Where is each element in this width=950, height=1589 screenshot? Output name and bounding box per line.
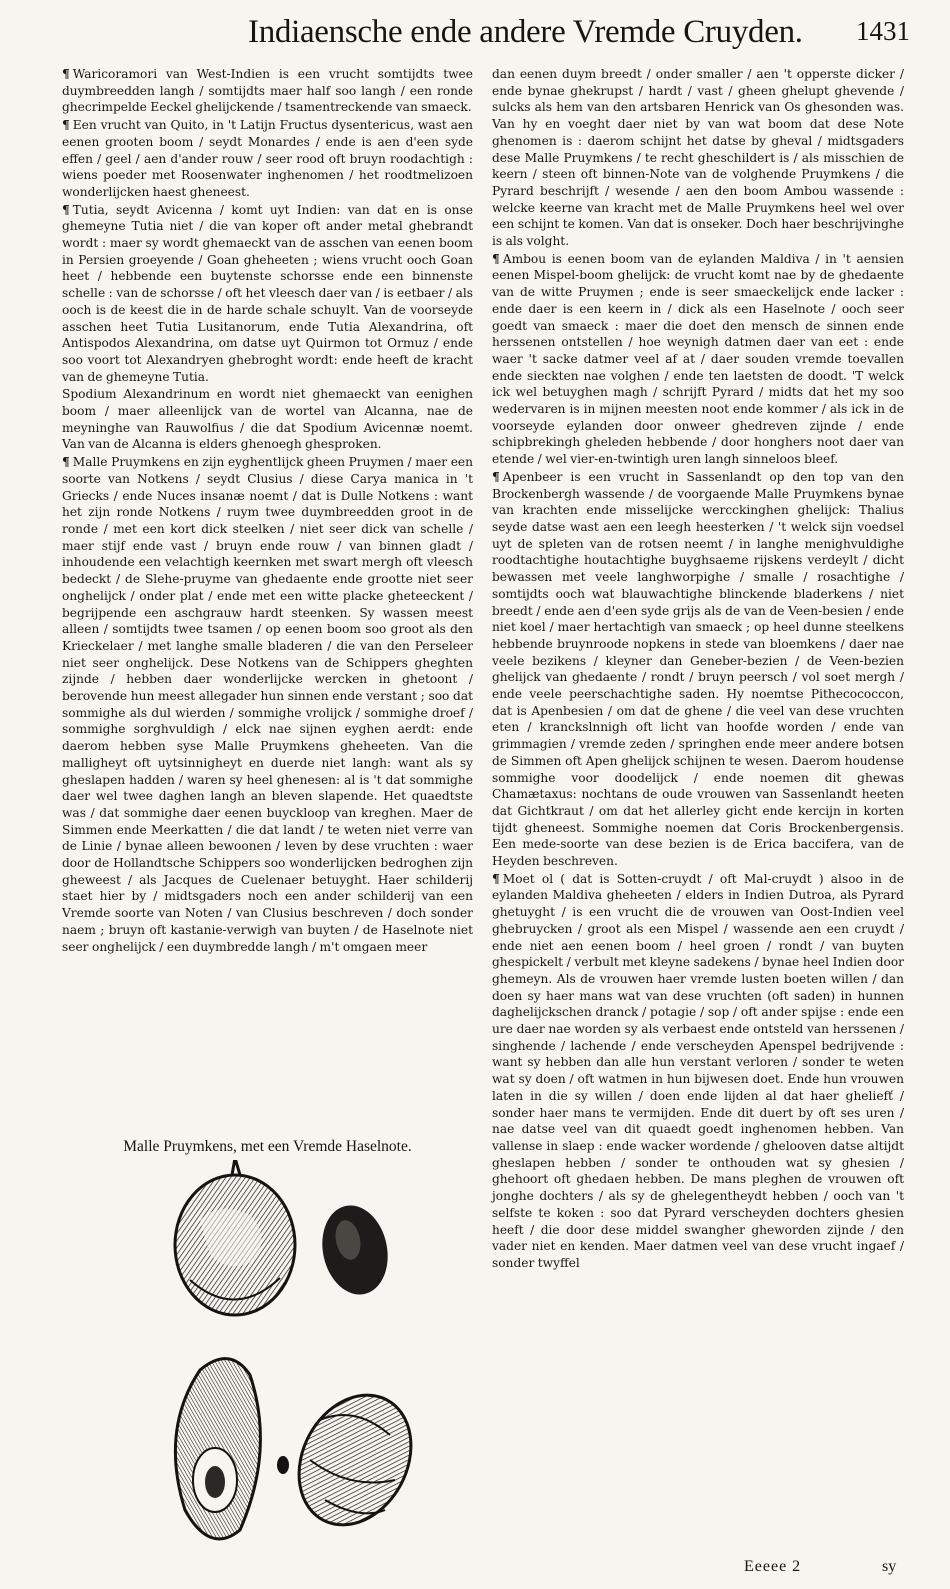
pilcrow-icon: ¶: [62, 67, 70, 81]
paragraph-strange-hazelnut: dan eenen duym breedt / onder smaller / aen 't opperste dicker / ende bynae ghekrupst / hardt / vast / gheen ghelupt ghevende / sulcks als hem van den artsbaren Henrick van Os ghesonden was. Van hy en voeght daer niet by van wat boom dat dese Note ghenomen is : daerom schijnt het datse by gheval / midtsgaders dese Malle Pruymkens / te recht gheschildert is / als misschien de keern / steen oft binnen-Note van de volghende Pruymkens / die Pyrard beschrijft / wesende / aen den boom Ambou wassende : welcke keerne van kracht met de Malle Pruymkens heel wel over een schijnt te komen. Van dat is onseker. Doch haer beschrijvinghe is als volght.: [492, 67, 904, 249]
malle-pruymkens-woodcut: [140, 1160, 440, 1580]
page-header: [0, 14, 950, 62]
left-column: [62, 66, 473, 956]
running-head: Indiaensche ende andere Vremde Cruyden.: [248, 14, 803, 50]
paragraph-quito-fruit: ¶ Een vrucht van Quito, in 't Latijn Fructus dysentericus, wast aen eenen grooten boom / seydt Monardes / ende is aen d'een syde effen / geel / aen d'ander rouw / seer rood oft bruyn roodachtigh : wiens poeder met Roosenwater inghenomen / het roodtmelizoen wonderlijcken haest gheneest.: [62, 118, 473, 199]
figure-caption: Malle Pruymkens, met een Vremde Haselnote.: [123, 1138, 412, 1155]
pilcrow-icon: ¶: [62, 455, 70, 470]
pilcrow-icon: ¶: [62, 202, 70, 217]
paragraph-apenbeer: ¶ Apenbeer is een vrucht in Sassenlandt op den top van den Brockenbergh wassende / de voorgaende Malle Pruymkens bynae van krachten ende misselijcke wercckinghen ghelijck: Thalius seyde datse wast aen een leegh heesterken / 't welck sijn voedsel uyt de spleten van de rotsen neemt / in langhe menighvuldighe roodtachtighe houtachtighe buyghsaeme rijskens verdeylt / dicht bewassen met veele langhworpighe / smalle / rosachtighe / somtijdts ooch wat blauwachtighe blinckende bladerkens / niet breedt / ende aen d'een syde grijs als de van de Veen-besien / ende niet koel / maer hertachtigh van smaeck ; op heel dunne steelkens hebbende bruynroode nopkens in stede van bloemkens / daer nae veele bezikens / kleyner dan Geneber-bezien / de Veen-bezien ghelijck van ghedaente / rondt / bruyn peersch / vol soet mergh / ende veele peerschachtighe saden. Hy noemtse Pithecococcon, dat is Apenbesien / om dat de ghene / die veel van dese vruchten eten / kranckslnnigh oft licht van hoofde worden / ende van grimmagien / vremde zeden / springhen ende meer andere botsen de Simmen oft Apen ghelijck schijnen te wesen. Daerom houdense sommighe voor doodelijck / ende noemen dit ghewas Chamætaxus: nochtans de oude vrouwen van Sassenlandt heeten dat Gichtkraut / om dat het allerley gicht ende kercijn in korten tijdt gheneest. Sommighe noemen dat Coris Brockenbergensis. Een mede-soorte van dese bezien is de Erica baccifera, van de Heyden beschreven.: [492, 469, 904, 869]
paragraph-moet-ol: ¶ Moet ol ( dat is Sotten-cruydt / oft Mal-cruydt ) alsoo in de eylanden Maldiva gheheeten / elders in Indien Dutroa, als Pyrard ghetuyght / is een vrucht die de vrouwen van Oost-Indien veel ghebruycken / groot als een Mispel / wassende aen een cruydt / ende niet aen eenen boom / heel groen / rondt / van buyten ghespickelt / verbult met kleyne sadekens / bynae heel Indien door ghemeyn. Als de vrouwen haer vremde lusten boeten willen / dan doen sy haer mans wat van dese vruchten (oft saden) in hunnen daghelijckschen dranck / potagie / sop / oft ander spijse : ende een ure daer nae worden sy als verbaest ende ontsteld van herssenen / singhende / lachende / ende verscheyden Apenspel bedrijvende : want sy hebben dan alle hun verstant verloren / sonder te weten wat sy doen / oft watmen in hun bijwesen doet. Ende hun vrouwen laten in die sy willen / doen ende lijden al dat haer gheliefť / sonder haer mans te vermijden. Ende dit duert by oft ses uren / nae datse veel van dit quaedt goedt inghenomen hebben. Van vallense in slaep : ende wacker wordende / ghelooven datse altijdt gheslapen hebben / sonder te onthouden wat sy ghesien / ghehoort oft ghedaen hebben. De mans pleghen de vrouwen oft jonghe dochters / als sy de ghelegentheydt hebben / ooch van 't selfste te koken : soo dat Pyrard verscheyden dochters ghesien heeft / die door dese middel swangher gheworden zijnde / den vader niet en kenden. Maer datmen veel van dese vrucht ingaef / sonder twyffel: [492, 871, 904, 1270]
page-number: 1431: [856, 16, 910, 46]
round-nut-drawing: [175, 1160, 295, 1315]
right-column: [492, 66, 904, 1273]
catchword: sy: [882, 1558, 897, 1575]
pilcrow-icon: ¶: [492, 469, 500, 484]
strange-hazelnut-drawing: [277, 1376, 433, 1545]
seed-dot-drawing: [277, 1456, 289, 1474]
open-shell-drawing: [175, 1359, 260, 1539]
pilcrow-icon: ¶: [492, 251, 500, 266]
woodcut-illustration: [140, 1160, 440, 1580]
dark-kernel-drawing: [314, 1199, 395, 1300]
pilcrow-icon: ¶: [62, 118, 70, 133]
pilcrow-icon: ¶: [492, 871, 500, 886]
paragraph-malle-pruymkens: ¶ Malle Pruymkens en zijn eyghentlijck gheen Pruymen / maer een soorte van Notkens / seydt Clusius / diese Carya manica in 't Griecks / ende Nuces insanæ noemt / dat is Dulle Notkens : want het zijn ronde Notkens / ruym twee duymbreedden groot in de ronde / met een kort dick steelken / niet seer dick van schelle / maer stijf ende vast / bruyn ende rouw / van binnen gladt / inhoudende een velachtigh keernken met swart mergh oft vleesch bedeckt / de Slehe-pruyme van ghedaente ende grootte niet seer onghelijck / onder plat / ende met een witte placke gheteeckent / begrijpende een aschgrauw hardt steenken. Sy wassen meest alleen / somtijdts twee tsamen / op eenen boom soo groot als den Krieckelaer / met langhe smalle bladeren / die van den Perseleer niet seer onghelijck. Dese Notkens van de Schippers gheghten zijnde / hebben daer wonderlijcke wercken in ghetoont / berovende hun meest allegader hun sinnen ende verstant ; soo dat sommighe als dul wierden / sommighe vrolijck / sommighe droef / sommighe sorghvuldigh / elck nae sijnen eyghen aerdt: ende daerom hebben syse Malle Pruymkens gheheeten. Van die malligheyt oft uytsinnigheyt en duerde niet langh: want als sy gheslapen hadden / waren sy heel ghenesen: al is 't dat sommighe daer wel twee daghen langh an bleven slapende. Het quaedtste was / dat sommighe daer eenen buyckloop van kreghen. Maer de Simmen ende Meerkatten / die dat landt / te weten niet verre van de Linie / bynae alleen bewoonen / leven by dese vruchten : waer door de Hollandtsche Schippers soo wonderlijcken bedroghen zijn gheweest / als Jacques de Cuelenaer betuyght. Haer schilderij staet hier by / midtsgaders noch een ander schilderij van een Vremde soorte van Noten / van Clusius beschreven / doch sonder naem ; bruyn oft kastanie-verwigh van buyten / de Haselnote niet seer onghelijck / een duymbredde langh / m't omgaen meer: [62, 455, 473, 954]
paragraph-tutia: ¶ Tutia, seydt Avicenna / komt uyt Indien: van dat en is onse ghemeyne Tutia niet / die van koper oft ander metal ghebrandt wordt : maer sy wordt ghemaeckt van de asschen van eenen boom in Persien groeyende / Goan gheheeten ; wiens vrucht ooch Goan heet / hebbende een buytenste schorsse ende een binnenste schelle : van de schorsse / oft het vleesch daer van / is eetbaer / als ooch is de keest die in de harde schale schuylt. Van de voorseyde asschen heet Tutia Lusitanorum, ende Tutia Alexandrina, oft Antispodos Alexandrina, om datse uyt Quirmon tot Ormuz / ende soo voort tot Alexandryen ghebroght wordt: ende heeft de kracht van de ghemeyne Tutia.: [62, 202, 473, 384]
printer-signature: Eeeee 2: [744, 1558, 802, 1575]
paragraph-waricoramori: ¶ Waricoramori van West-Indien is een vrucht somtijdts twee duymbreedden langh / somtijdts maer half soo langh / een ronde ghecrimpelde Eeckel ghelijckende / tsamentreckende van smaeck.: [62, 67, 473, 115]
paragraph-ambou: ¶ Ambou is eenen boom van de eylanden Maldiva / in 't aensien eenen Mispel-boom ghelijck: de vrucht komt nae by de ghedaente van de witte Pruymen ; ende is seer smaeckelijck ende lacker : ende daer is een keern in / dick als een Haselnote / ooch seer goedt van smaeck : maer die doet den mensch de sinnen ende herssenen ontstellen / hoe weynigh datmen daer van eet : ende waer 't sacke datmer veel af at / daer souden vremde toevallen ende sieckten nae volghen / ende ten laetsten de doodt. 'T welck ick wel betuyghen magh / schrijft Pyrard / midts dat het my soo wedervaren is in mijnen meesten noot ende kommer / als ick in de voorseyde eylanden door onweer ghedreven zijnde / ende schipbrekingh gheleden hebbende / door honghers noot daer van etende / wel vier-en-twintigh uren langh sinneloos bleef.: [492, 251, 904, 467]
paragraph-spodium: Spodium Alexandrinum en wordt niet ghemaeckt van eenighen boom / maer alleenlijck van de wortel van Alcanna, nae de meyninghe van Rauwolfius / die dat Spodium Avicennæ noemt. Van van de Alcanna is elders ghenoegh ghesproken.: [62, 387, 473, 452]
